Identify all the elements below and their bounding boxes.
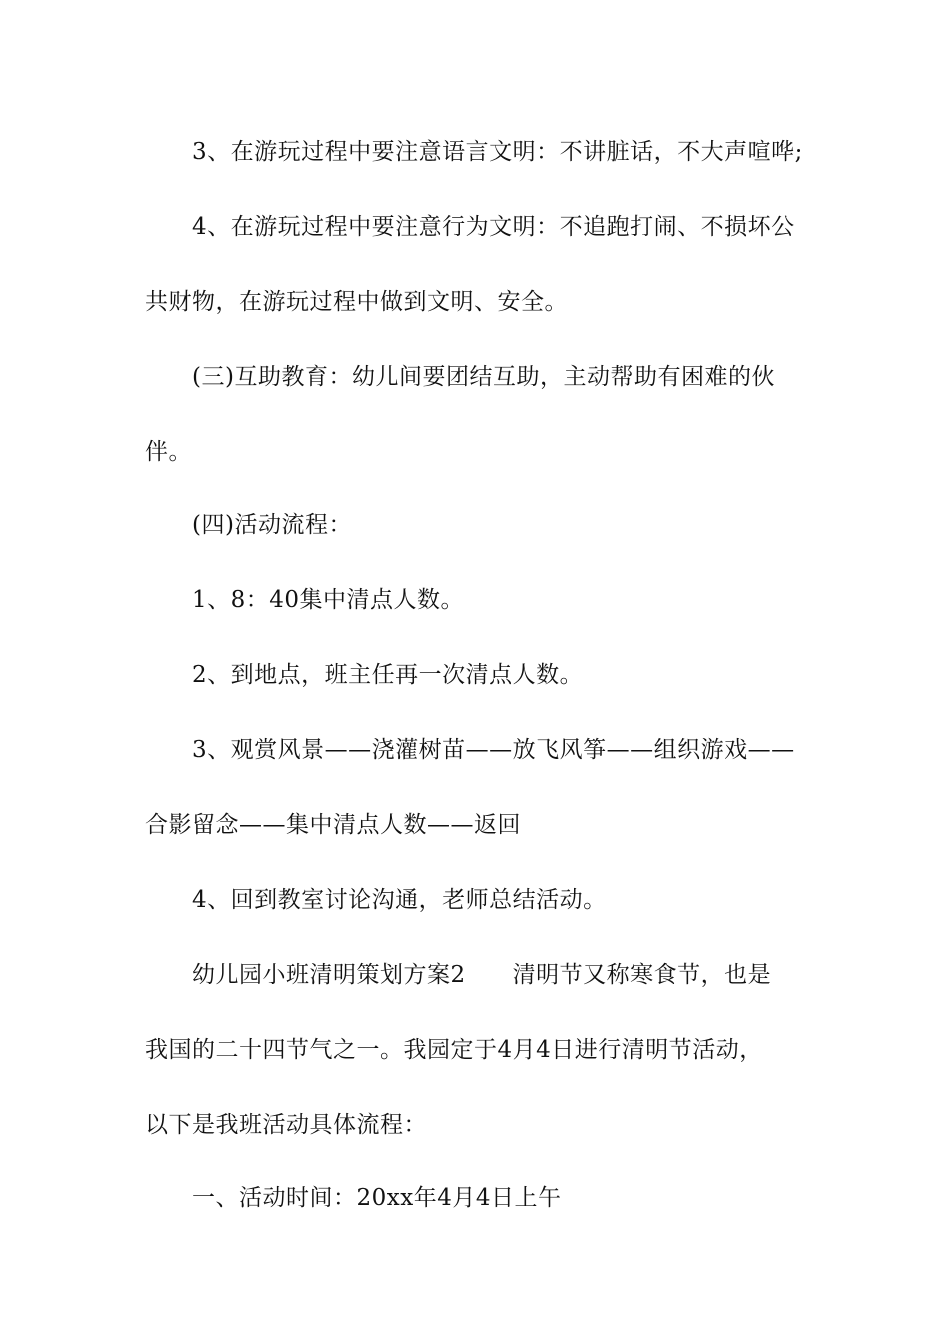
text-line: 3、观赏风景——浇灌树苗——放飞风筝——组织游戏—— — [192, 737, 795, 763]
text-line: 合影留念——集中清点人数——返回 — [145, 812, 521, 838]
text-line: 以下是我班活动具体流程： — [145, 1112, 427, 1138]
text-line: 幼儿园小班清明策划方案2 清明节又称寒食节，也是 — [192, 962, 772, 988]
text-line: 4、在游玩过程中要注意行为文明：不追跑打闹、不损坏公 — [192, 214, 795, 240]
text-line: 我国的二十四节气之一。我园定于4月4日进行清明节活动， — [145, 1037, 763, 1063]
text-line: 3、在游玩过程中要注意语言文明：不讲脏话，不大声喧哗; — [192, 139, 803, 165]
text-line: 1、8：40集中清点人数。 — [192, 587, 465, 613]
text-line: 伴。 — [145, 439, 192, 465]
text-line: (四)活动流程： — [192, 512, 352, 538]
text-line: 4、回到教室讨论沟通，老师总结活动。 — [192, 887, 607, 913]
text-line: 共财物，在游玩过程中做到文明、安全。 — [145, 289, 568, 315]
text-line: 2、到地点，班主任再一次清点人数。 — [192, 662, 584, 688]
text-line: 一、活动时间：20xx年4月4日上午 — [192, 1185, 562, 1211]
text-line: (三)互助教育：幼儿间要团结互助，主动帮助有困难的伙 — [192, 364, 775, 390]
